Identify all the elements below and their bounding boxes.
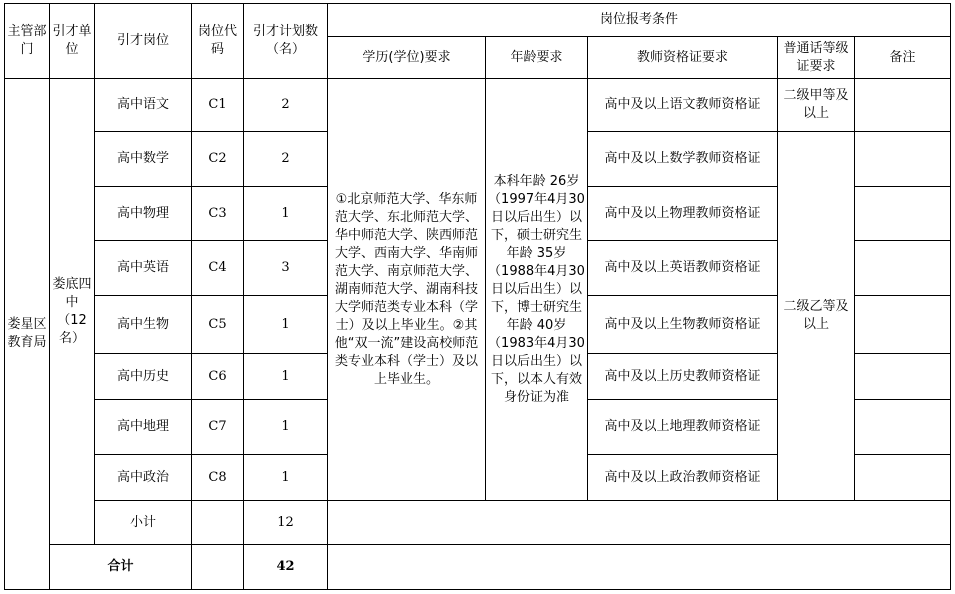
post-cell: 高中语文 xyxy=(95,79,192,132)
post-cell: 高中历史 xyxy=(95,354,192,400)
remark-cell xyxy=(855,241,951,296)
code-cell: C1 xyxy=(192,79,244,132)
remark-cell xyxy=(855,132,951,187)
cert-cell: 高中及以上语文教师资格证 xyxy=(588,79,778,132)
cert-cell: 高中及以上政治教师资格证 xyxy=(588,455,778,501)
count-cell: 2 xyxy=(244,79,328,132)
total-code-cell xyxy=(192,545,244,590)
header-code: 岗位代码 xyxy=(192,4,244,79)
total-empty-cell xyxy=(328,545,951,590)
header-mandarin: 普通话等级证要求 xyxy=(778,37,855,79)
post-cell: 高中数学 xyxy=(95,132,192,187)
header-dept: 主管部门 xyxy=(5,4,50,79)
header-conditions: 岗位报考条件 xyxy=(328,4,951,37)
education-requirement: ①北京师范大学、华东师范大学、东北师范大学、华中师范大学、陕西师范大学、西南大学、华南师范大学、南京师范大学、湖南师范大学、湖南科技大学师范类专业本科（学士）及以上毕业生。②其他“双一流”建设高校师范类专业本科（学士）及以上毕业生。 xyxy=(328,79,486,501)
count-cell: 3 xyxy=(244,241,328,296)
remark-cell xyxy=(855,296,951,354)
code-cell: C4 xyxy=(192,241,244,296)
code-cell: C3 xyxy=(192,187,244,241)
subtotal-empty-cell xyxy=(328,501,951,545)
count-cell: 1 xyxy=(244,296,328,354)
total-label: 合计 xyxy=(50,545,192,590)
header-plan: 引才计划数（名） xyxy=(244,4,328,79)
subtotal-row xyxy=(5,501,951,545)
code-cell: C5 xyxy=(192,296,244,354)
cert-cell: 高中及以上生物教师资格证 xyxy=(588,296,778,354)
header-unit: 引才单位 xyxy=(50,4,95,79)
total-value: 42 xyxy=(244,545,328,590)
code-cell: C2 xyxy=(192,132,244,187)
total-row xyxy=(5,545,951,590)
remark-cell xyxy=(855,354,951,400)
header-cert: 教师资格证要求 xyxy=(588,37,778,79)
remark-cell xyxy=(855,79,951,132)
post-cell: 高中生物 xyxy=(95,296,192,354)
code-cell: C7 xyxy=(192,400,244,455)
post-cell: 高中地理 xyxy=(95,400,192,455)
remark-cell xyxy=(855,400,951,455)
post-cell: 高中政治 xyxy=(95,455,192,501)
code-cell: C8 xyxy=(192,455,244,501)
table-row xyxy=(5,79,951,132)
remark-cell xyxy=(855,187,951,241)
remark-cell xyxy=(855,455,951,501)
header-age: 年龄要求 xyxy=(486,37,588,79)
cert-cell: 高中及以上地理教师资格证 xyxy=(588,400,778,455)
code-cell: C6 xyxy=(192,354,244,400)
cert-cell: 高中及以上历史教师资格证 xyxy=(588,354,778,400)
cert-cell: 高中及以上英语教师资格证 xyxy=(588,241,778,296)
post-cell: 高中英语 xyxy=(95,241,192,296)
cert-cell: 高中及以上数学教师资格证 xyxy=(588,132,778,187)
mandarin-rest: 二级乙等及以上 xyxy=(778,132,855,501)
unit-cell: 娄底四中（12名） xyxy=(50,79,95,545)
header-post: 引才岗位 xyxy=(95,4,192,79)
count-cell: 1 xyxy=(244,455,328,501)
age-requirement: 本科年龄 26岁（1997年4月30日以后出生）以下，硕士研究生年龄 35岁（1988年4月30日以后出生）以下，博士研究生年龄 40岁（1983年4月30日以后出生）以下，以本人有效身份证为准 xyxy=(486,79,588,501)
count-cell: 2 xyxy=(244,132,328,187)
count-cell: 1 xyxy=(244,354,328,400)
post-cell: 高中物理 xyxy=(95,187,192,241)
mandarin-first: 二级甲等及以上 xyxy=(778,79,855,132)
subtotal-code-cell xyxy=(192,501,244,545)
header-remark: 备注 xyxy=(855,37,951,79)
subtotal-label: 小计 xyxy=(95,501,192,545)
header-education: 学历(学位)要求 xyxy=(328,37,486,79)
count-cell: 1 xyxy=(244,187,328,241)
subtotal-value: 12 xyxy=(244,501,328,545)
cert-cell: 高中及以上物理教师资格证 xyxy=(588,187,778,241)
recruitment-table xyxy=(4,3,951,590)
dept-cell: 娄星区教育局 xyxy=(5,79,50,590)
count-cell: 1 xyxy=(244,400,328,455)
